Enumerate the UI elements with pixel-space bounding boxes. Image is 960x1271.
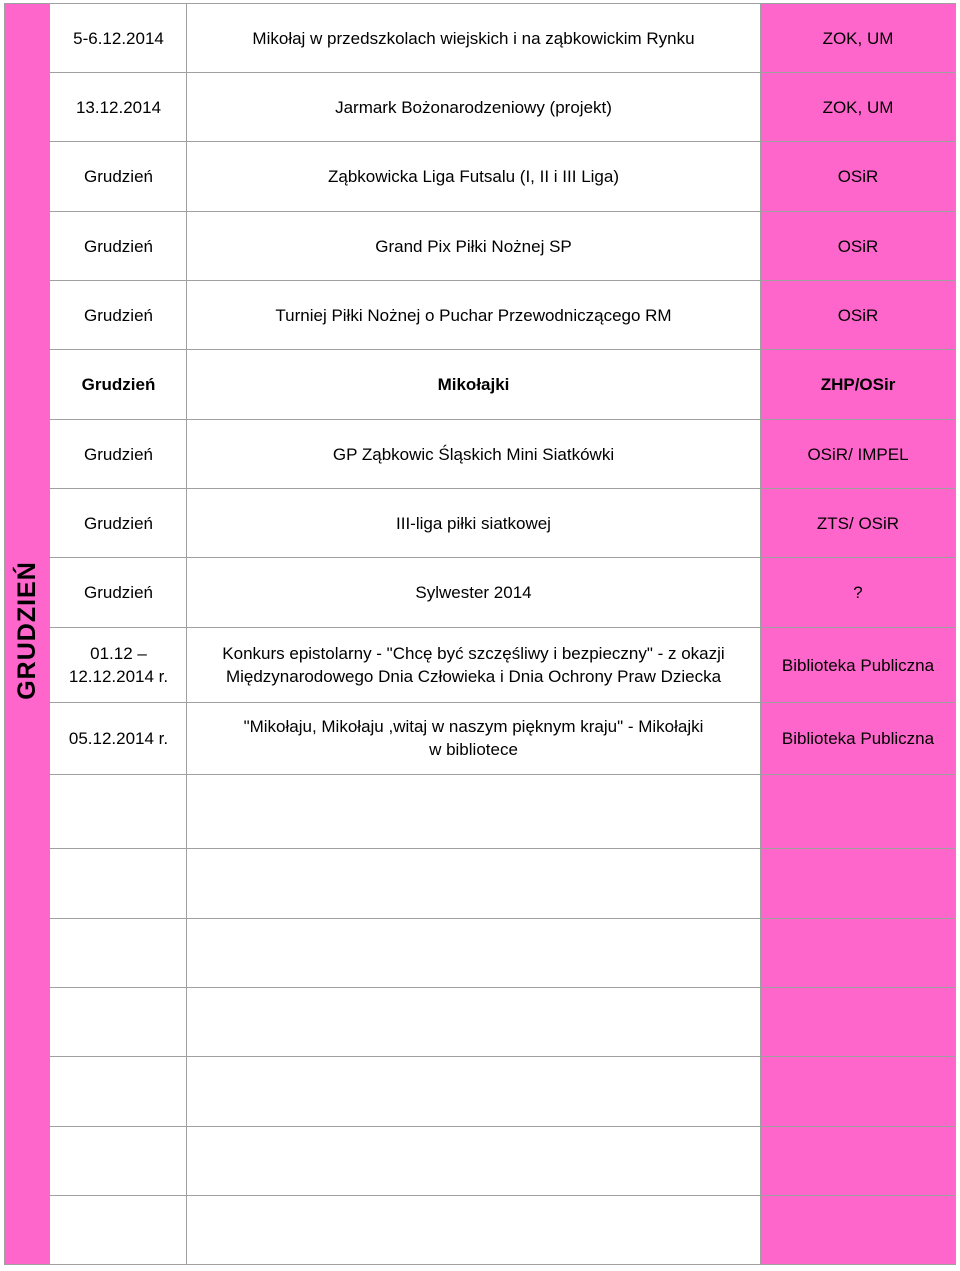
table-row-date: 13.12.2014 bbox=[75, 97, 162, 117]
event-line: w bibliotece bbox=[429, 740, 518, 759]
table-row-date: 5-6.12.2014 bbox=[73, 28, 164, 48]
month-label bbox=[4, 558, 50, 702]
table-row-event: Grand Pix Piłki Nożnej SP bbox=[375, 236, 572, 256]
table-row-organizer: ZHP/OSir bbox=[820, 375, 896, 394]
table-row-date: Grudzień bbox=[84, 305, 153, 325]
row-divider bbox=[50, 918, 956, 919]
table-row-organizer: ZOK, UM bbox=[822, 97, 894, 117]
table-row-date: Grudzień bbox=[84, 167, 153, 186]
event-line: Międzynarodowego Dnia Człowieka i Dnia Ochrony Praw Dziecka bbox=[225, 667, 722, 686]
event-line: "Mikołaju, Mikołaju ,witaj w naszym pięknym kraju" - Mikołajki bbox=[243, 717, 704, 736]
table-row-event: GP Ząbkowic Śląskich Mini Siatkówki bbox=[332, 444, 615, 464]
table-row-organizer: OSiR bbox=[837, 167, 879, 186]
table-row-event: III-liga piłki siatkowej bbox=[396, 513, 551, 533]
row-divider bbox=[50, 848, 956, 849]
date-line: 12.12.2014 r. bbox=[68, 667, 169, 686]
row-divider bbox=[50, 1195, 956, 1196]
table-row-event bbox=[187, 628, 760, 702]
row-divider bbox=[50, 774, 956, 775]
table-row-date: Grudzień bbox=[84, 444, 153, 464]
table-row-organizer: OSiR bbox=[837, 236, 879, 256]
table-row-date bbox=[51, 628, 186, 702]
table-row-organizer: OSiR bbox=[837, 305, 879, 325]
table-row-date: Grudzień bbox=[84, 583, 153, 602]
row-divider bbox=[50, 1056, 956, 1057]
month-label-text: GRUDZIEŃ bbox=[12, 560, 41, 700]
table-row-date: Grudzień bbox=[84, 236, 153, 256]
table-row-event: Jarmark Bożonarodzeniowy (projekt) bbox=[335, 97, 612, 117]
table-row-event: Mikołaj w przedszkolach wiejskich i na ząbkowickim Rynku bbox=[252, 28, 695, 48]
table-row-organizer: Biblioteka Publiczna bbox=[781, 655, 935, 675]
table-row-date: Grudzień bbox=[81, 375, 156, 394]
table-row-organizer: ZTS/ OSiR bbox=[816, 513, 900, 533]
table-row-event: Sylwester 2014 bbox=[415, 583, 532, 602]
table-row-organizer: Biblioteka Publiczna bbox=[781, 729, 935, 748]
table-row-organizer: ZOK, UM bbox=[822, 28, 894, 48]
table-row-event: Ząbkowicka Liga Futsalu (I, II i III Liga) bbox=[327, 167, 619, 186]
table-row-date: 05.12.2014 r. bbox=[68, 729, 169, 748]
event-line: Konkurs epistolarny - "Chcę być szczęśliwy i bezpieczny" - z okazji bbox=[222, 644, 725, 663]
table-row-event bbox=[187, 703, 760, 774]
table-row-organizer: ? bbox=[853, 583, 863, 602]
row-divider bbox=[50, 987, 956, 988]
table-row-date: Grudzień bbox=[84, 513, 153, 533]
table-row-event: Mikołajki bbox=[437, 375, 510, 394]
row-divider bbox=[50, 1126, 956, 1127]
table-row-organizer: OSiR/ IMPEL bbox=[807, 444, 909, 464]
table-row-event: Turniej Piłki Nożnej o Puchar Przewodniczącego RM bbox=[275, 305, 672, 325]
row-divider bbox=[50, 1264, 956, 1265]
date-line: 01.12 – bbox=[90, 644, 147, 663]
